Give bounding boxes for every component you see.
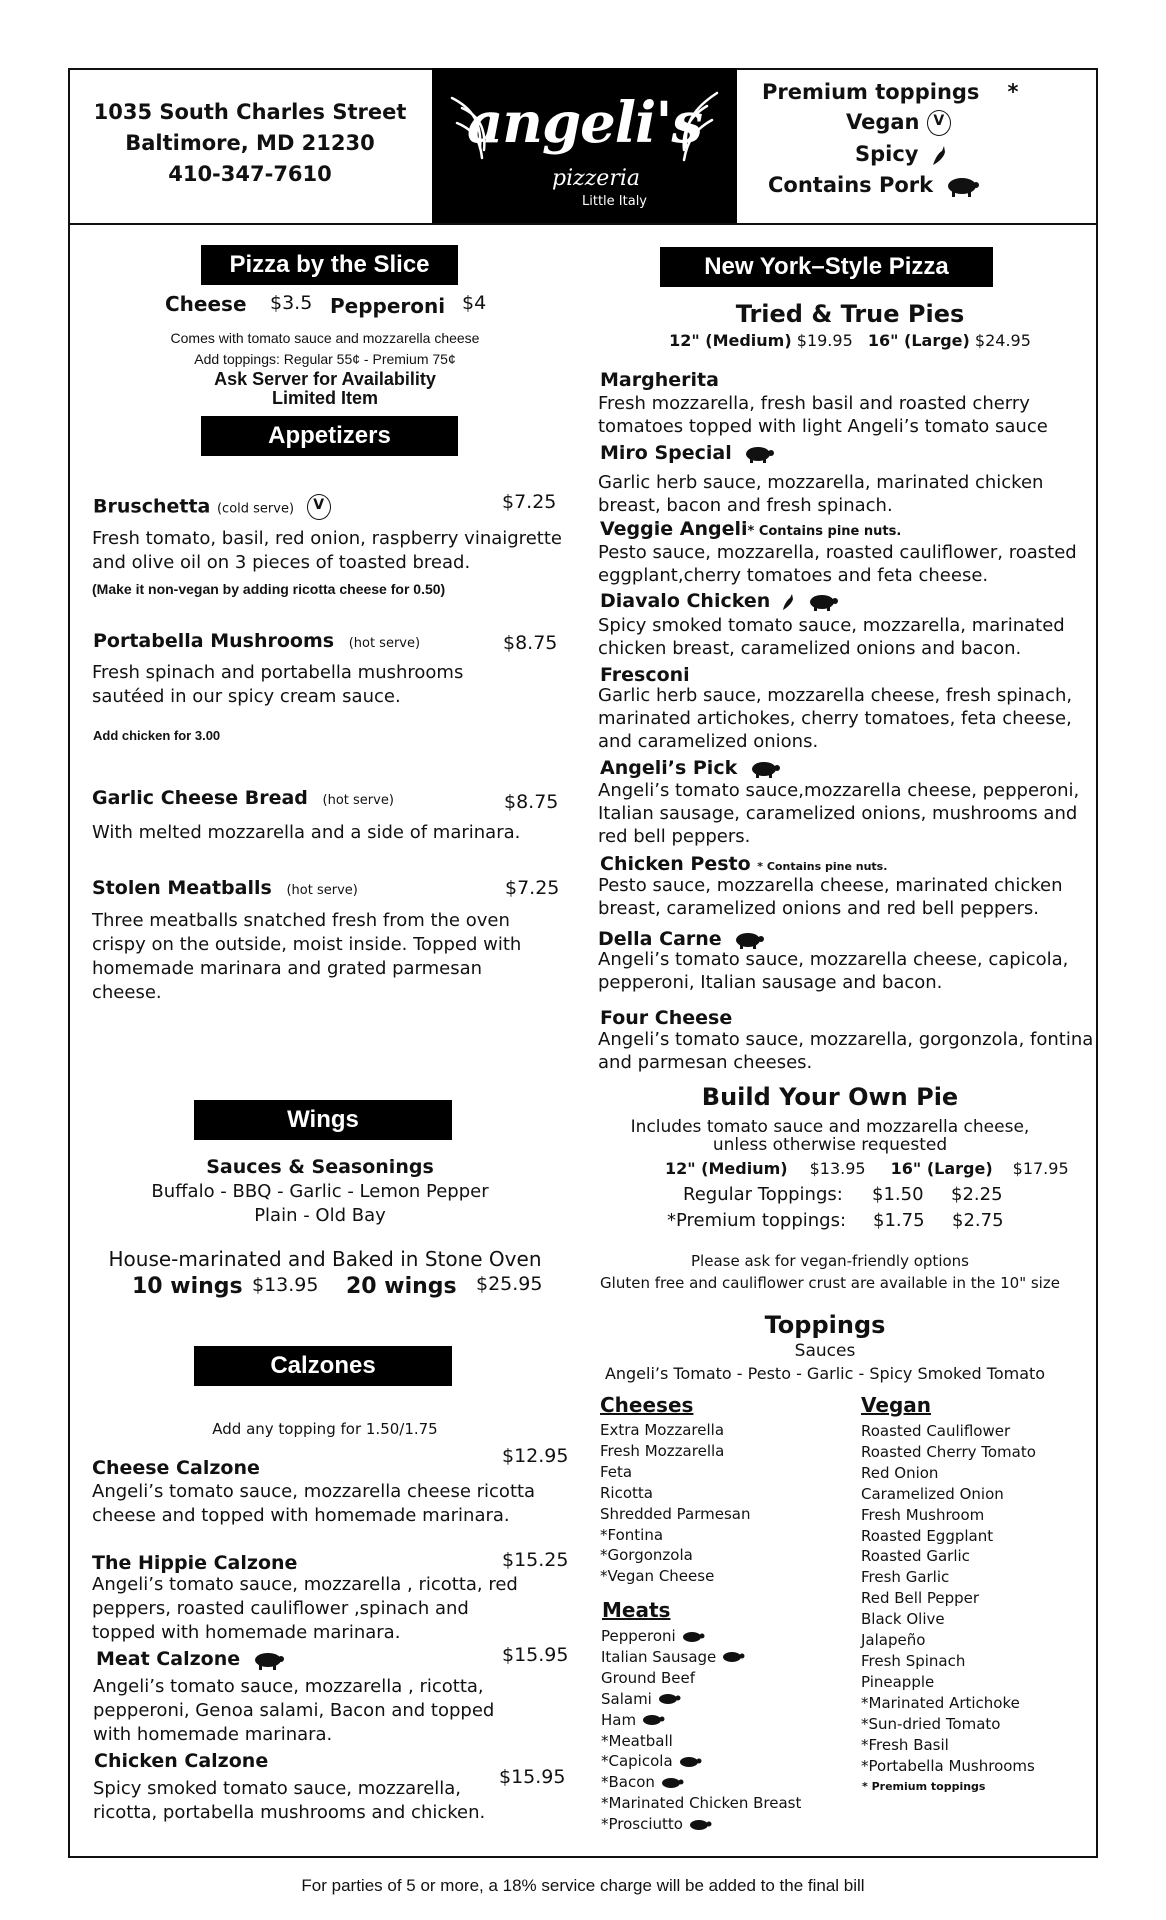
pies-sizes: 12" (Medium) $19.95 16" (Large) $24.95 <box>669 331 1031 350</box>
toppings-sauces-title: Sauces <box>794 1341 856 1361</box>
pie-name: Four Cheese <box>600 1007 733 1029</box>
wings-10-label: 10 wings <box>132 1274 243 1299</box>
item-name: Portabella Mushrooms (hot serve) <box>93 630 421 652</box>
calzones-note: Add any topping for 1.50/1.75 <box>212 1420 438 1438</box>
wings-note: House-marinated and Baked in Stone Oven <box>108 1247 542 1271</box>
vegan-icon: V <box>307 494 331 520</box>
pie-name: Della Carne <box>598 928 766 950</box>
topping-item: Pineapple <box>861 1672 935 1691</box>
topping-item: *Marinated Artichoke <box>861 1693 1020 1712</box>
byo-vegan-note: Please ask for vegan-friendly options <box>691 1252 969 1270</box>
byo-premium-large: $2.75 <box>952 1210 1004 1231</box>
topping-item: Fresh Mozzarella <box>600 1441 725 1460</box>
topping-item: Jalapeño <box>861 1631 926 1650</box>
item-description: Angeli’s tomato sauce, mozzarella cheese ricotta cheese and topped with homemade marinara. <box>92 1481 536 1526</box>
footer-service-charge: For parties of 5 or more, a 18% service charge will be added to the final bill <box>301 1876 865 1895</box>
pie-name: Fresconi <box>600 664 690 686</box>
topping-item: Extra Mozzarella <box>600 1421 725 1439</box>
topping-item: Shredded Parmesan <box>600 1504 751 1523</box>
legend-vegan: Vegan V <box>846 110 951 136</box>
vegan-list <box>861 1421 1036 1776</box>
pie-name: Chicken Pesto * Contains pine nuts. <box>600 853 888 875</box>
logo-subtitle: pizzeria <box>552 166 640 191</box>
topping-item: Ham <box>601 1710 801 1731</box>
topping-item: *Marinated Chicken Breast <box>601 1794 802 1813</box>
item-price: $12.95 <box>502 1445 569 1467</box>
topping-item: *Portabella Mushrooms <box>861 1756 1035 1775</box>
topping-item: Fresh Spinach <box>861 1651 966 1670</box>
slice-cheese-price: $3.5 <box>270 292 313 314</box>
logo-wordmark: angeli's <box>466 90 702 156</box>
pig-icon <box>659 1776 685 1790</box>
logo-location: Little Italy <box>582 194 647 209</box>
topping-item: Roasted Garlic <box>861 1547 970 1566</box>
item-name: Garlic Cheese Bread (hot serve) <box>92 787 394 809</box>
section-appetizers: Appetizers <box>201 416 458 456</box>
item-description: With melted mozzarella and a side of marinara. <box>92 822 521 843</box>
topping-item: Roasted Cherry Tomato <box>861 1442 1036 1461</box>
pie-description: Garlic herb sauce, mozzarella, marinated chicken breast, bacon and fresh spinach. <box>598 472 1044 516</box>
byo-regular-label: Regular Toppings: <box>683 1184 843 1205</box>
topping-item: Roasted Cauliflower <box>861 1422 1011 1440</box>
topping-item: Red Bell Pepper <box>861 1589 980 1608</box>
address-line2: Baltimore, MD 21230 <box>125 131 375 155</box>
logo <box>432 68 737 223</box>
topping-item: Ricotta <box>600 1483 653 1502</box>
pie-description: Garlic herb sauce, mozzarella cheese, fresh spinach, marinated artichokes, cherry tomatoes, feta cheese, and caramelized onions. <box>598 685 1073 752</box>
topping-item: Black Olive <box>861 1610 945 1629</box>
pig-icon <box>732 930 766 950</box>
section-new-york-style-pizza: New York–Style Pizza <box>660 247 993 287</box>
legend-premium: Premium toppings * <box>762 80 1019 104</box>
asterisk-icon: * <box>1007 80 1019 104</box>
item-description: Angeli’s tomato sauce, mozzarella , ricotta, red peppers, roasted cauliflower ,spinach and topped with homemade marinara. <box>92 1574 518 1643</box>
wings-sauces-line1: Buffalo - BBQ - Garlic - Lemon Pepper <box>151 1181 489 1202</box>
vegan-icon: V <box>927 110 951 136</box>
pig-icon <box>640 1713 666 1727</box>
section-pizza-by-the-slice: Pizza by the Slice <box>201 245 458 285</box>
pie-name: Veggie Angeli* Contains pine nuts. <box>600 518 902 540</box>
item-name: Cheese Calzone <box>92 1457 260 1479</box>
item-description: Spicy smoked tomato sauce, mozzarella, ricotta, portabella mushrooms and chicken. <box>93 1778 486 1823</box>
legend-spicy: Spicy <box>855 142 950 167</box>
byo-gluten-note: Gluten free and cauliflower crust are available in the 10" size <box>600 1274 1060 1292</box>
meats-title: Meats <box>602 1598 671 1622</box>
pie-description: Pesto sauce, mozzarella, roasted cauliflower, roasted eggplant,cherry tomatoes and feta cheese. <box>598 542 1077 586</box>
pies-title: Tried & True Pies <box>735 300 965 328</box>
slice-availability: Ask Server for Availability <box>214 369 436 389</box>
byo-premium-label: *Premium toppings: <box>667 1210 847 1231</box>
item-price: $15.25 <box>502 1549 569 1571</box>
pig-icon <box>748 759 782 779</box>
topping-item: Caramelized Onion <box>861 1484 1004 1503</box>
pie-description: Spicy smoked tomato sauce, mozzarella, marinated chicken breast, caramelized onions and bacon. <box>598 615 1065 659</box>
item-price: $8.75 <box>503 632 558 654</box>
pig-icon <box>677 1755 703 1769</box>
pig-icon <box>687 1818 713 1832</box>
topping-item: *Prosciutto <box>601 1814 801 1835</box>
topping-item: *Meatball <box>601 1731 673 1750</box>
cheeses-title: Cheeses <box>600 1393 694 1417</box>
topping-item: Italian Sausage <box>601 1647 801 1668</box>
pie-description: Angeli’s tomato sauce, mozzarella, gorgonzola, fontina and parmesan cheeses. <box>598 1029 1094 1073</box>
address-line1: 1035 South Charles Street <box>93 100 407 124</box>
item-description: Fresh tomato, basil, red onion, raspberry vinaigrette and olive oil on 3 pieces of toasted bread. <box>92 528 562 573</box>
premium-toppings-note: * Premium toppings <box>862 1780 986 1793</box>
chili-pepper-icon <box>781 592 795 612</box>
slice-cheese-label: Cheese <box>165 292 247 316</box>
item-price: $8.75 <box>504 791 559 813</box>
topping-item: Fresh Mushroom <box>861 1505 985 1524</box>
item-name: Meat Calzone <box>96 1648 287 1671</box>
item-note: (Make it non-vegan by adding ricotta cheese for 0.50) <box>92 581 446 597</box>
slice-toppings-note: Add toppings: Regular 55¢ - Premium 75¢ <box>194 351 456 367</box>
topping-item: Feta <box>600 1462 633 1481</box>
chili-pepper-icon <box>930 143 950 167</box>
item-name: Bruschetta (cold serve) V <box>93 494 331 520</box>
item-description: Three meatballs snatched fresh from the oven crispy on the outside, moist inside. Topped with homemade marinara and grated parmesan cheese. <box>92 910 522 1003</box>
pie-name: Miro Special <box>600 442 776 464</box>
item-name: The Hippie Calzone <box>92 1552 298 1574</box>
pig-icon <box>806 592 840 612</box>
byo-sizes: 12" (Medium) $13.95 16" (Large) $17.95 <box>665 1159 1069 1178</box>
byo-premium-medium: $1.75 <box>873 1210 925 1231</box>
wings-sauces-title: Sauces & Seasonings <box>206 1156 434 1178</box>
wings-sauces-line2: Plain - Old Bay <box>254 1205 386 1226</box>
byo-note2: unless otherwise requested <box>712 1135 948 1155</box>
pie-description: Angeli’s tomato sauce,mozzarella cheese, pepperoni, Italian sausage, caramelized onions, mushrooms and red bell peppers. <box>598 780 1080 847</box>
slice-limited: Limited Item <box>271 388 378 408</box>
pie-description: Pesto sauce, mozzarella cheese, marinated chicken breast, caramelized onions and red bell peppers. <box>598 875 1063 919</box>
topping-item: Roasted Eggplant <box>861 1526 994 1545</box>
meats-list <box>601 1626 801 1835</box>
item-price: $7.25 <box>502 491 557 513</box>
section-calzones: Calzones <box>194 1346 452 1386</box>
cheeses-list <box>600 1420 750 1587</box>
pig-icon <box>944 175 982 197</box>
phone-number: 410-347-7610 <box>168 162 332 186</box>
topping-item: Red Onion <box>861 1463 939 1482</box>
item-price: $7.25 <box>505 877 560 899</box>
item-price: $15.95 <box>502 1644 569 1666</box>
pig-icon <box>720 1650 746 1664</box>
wings-10-price: $13.95 <box>252 1274 319 1296</box>
slice-pepperoni-label: Pepperoni <box>330 294 446 318</box>
byo-title: Build Your Own Pie <box>701 1083 959 1111</box>
topping-item: *Vegan Cheese <box>600 1567 715 1586</box>
slice-note: Comes with tomato sauce and mozzarella cheese <box>170 330 480 346</box>
topping-item: *Gorgonzola <box>600 1546 693 1565</box>
topping-item: Salami <box>601 1689 801 1710</box>
pig-icon <box>680 1630 706 1644</box>
topping-item: *Capicola <box>601 1751 801 1772</box>
item-note: Add chicken for 3.00 <box>93 728 221 743</box>
pie-name: Diavalo Chicken <box>600 590 840 612</box>
topping-item: *Sun-dried Tomato <box>861 1714 1001 1733</box>
byo-regular-large: $2.25 <box>951 1184 1003 1205</box>
item-description: Fresh spinach and portabella mushrooms sautéed in our spicy cream sauce. <box>92 662 464 707</box>
vegan-title: Vegan <box>861 1393 931 1417</box>
topping-item: Fresh Garlic <box>861 1568 950 1587</box>
wings-20-label: 20 wings <box>346 1274 457 1299</box>
toppings-title: Toppings <box>764 1311 886 1339</box>
pie-description: Angeli’s tomato sauce, mozzarella cheese, capicola, pepperoni, Italian sausage and bacon. <box>598 949 1069 993</box>
section-wings: Wings <box>194 1100 452 1140</box>
byo-note1: Includes tomato sauce and mozzarella cheese, <box>630 1117 1030 1137</box>
pig-icon <box>251 1649 287 1671</box>
topping-item: Ground Beef <box>601 1668 695 1687</box>
byo-regular-medium: $1.50 <box>872 1184 924 1205</box>
item-description: Angeli’s tomato sauce, mozzarella , ricotta, pepperoni, Genoa salami, Bacon and topped with homemade marinara. <box>93 1676 495 1745</box>
header-divider <box>68 223 1098 225</box>
slice-pepperoni-price: $4 <box>462 292 487 314</box>
item-price: $15.95 <box>499 1766 566 1788</box>
toppings-sauces: Angeli’s Tomato - Pesto - Garlic - Spicy Smoked Tomato <box>604 1364 1046 1383</box>
item-name: Chicken Calzone <box>94 1750 269 1772</box>
pie-name: Angeli’s Pick <box>600 757 782 779</box>
pig-icon <box>742 444 776 464</box>
topping-item: *Fresh Basil <box>861 1735 949 1754</box>
wings-20-price: $25.95 <box>476 1273 543 1295</box>
pie-description: Fresh mozzarella, fresh basil and roasted cherry tomatoes topped with light Angeli’s tomato sauce <box>598 393 1048 437</box>
topping-item: *Fontina <box>600 1525 664 1544</box>
pig-icon <box>656 1692 682 1706</box>
item-name: Stolen Meatballs (hot serve) <box>92 877 358 899</box>
topping-item: *Bacon <box>601 1772 801 1793</box>
legend-pork: Contains Pork <box>768 173 982 197</box>
topping-item: Pepperoni <box>601 1626 801 1647</box>
pie-name: Margherita <box>600 369 719 391</box>
